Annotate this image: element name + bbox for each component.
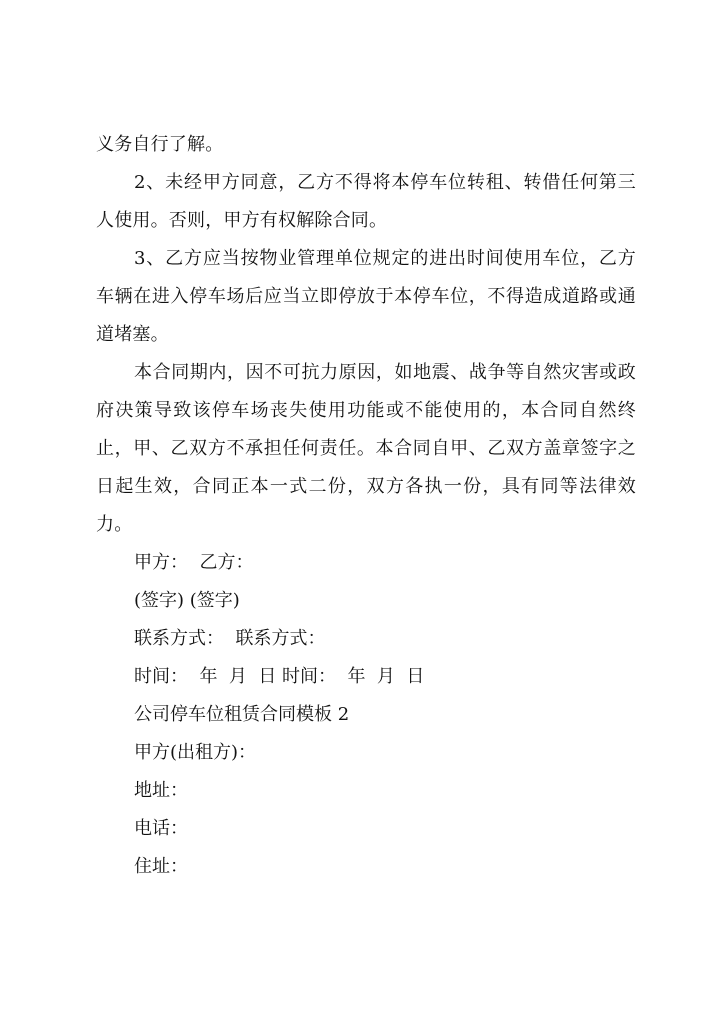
signature-line: (签字) (签字) <box>134 590 240 611</box>
document-body <box>96 126 636 886</box>
contact-line: 联系方式： 联系方式： <box>134 628 326 649</box>
lessor-label: 甲方(出租方)： <box>134 742 257 763</box>
party-labels-line: 甲方： 乙方： <box>134 552 254 573</box>
paragraph-clause-3: 3、乙方应当按物业管理单位规定的进出时间使用车位，乙方车辆在进入停车场后应当立即停放于本停车位，不得造成道路或通道堵塞。 <box>96 248 636 345</box>
paragraph-force-majeure: 本合同期内，因不可抗力原因，如地震、战争等自然灾害或政府决策导致该停车场丧失使用功能或不能使用的，本合同自然终止，甲、乙双方不承担任何责任。本合同自甲、乙双方盖章签字之日起生效，合同正本一式二份，双方各执一份，具有同等法律效力。 <box>96 362 636 535</box>
date-line: 时间： 年 月 日 时间： 年 月 日 <box>134 666 425 687</box>
paragraph-clause-2: 2、未经甲方同意，乙方不得将本停车位转租、转借任何第三人使用。否则，甲方有权解除合同。 <box>96 172 636 231</box>
residence-label: 住址： <box>134 856 188 877</box>
template-title: 公司停车位租赁合同模板 2 <box>134 704 350 725</box>
paragraph-continuation: 义务自行了解。 <box>96 134 224 155</box>
phone-label: 电话： <box>134 818 188 839</box>
address-label: 地址： <box>134 780 188 801</box>
